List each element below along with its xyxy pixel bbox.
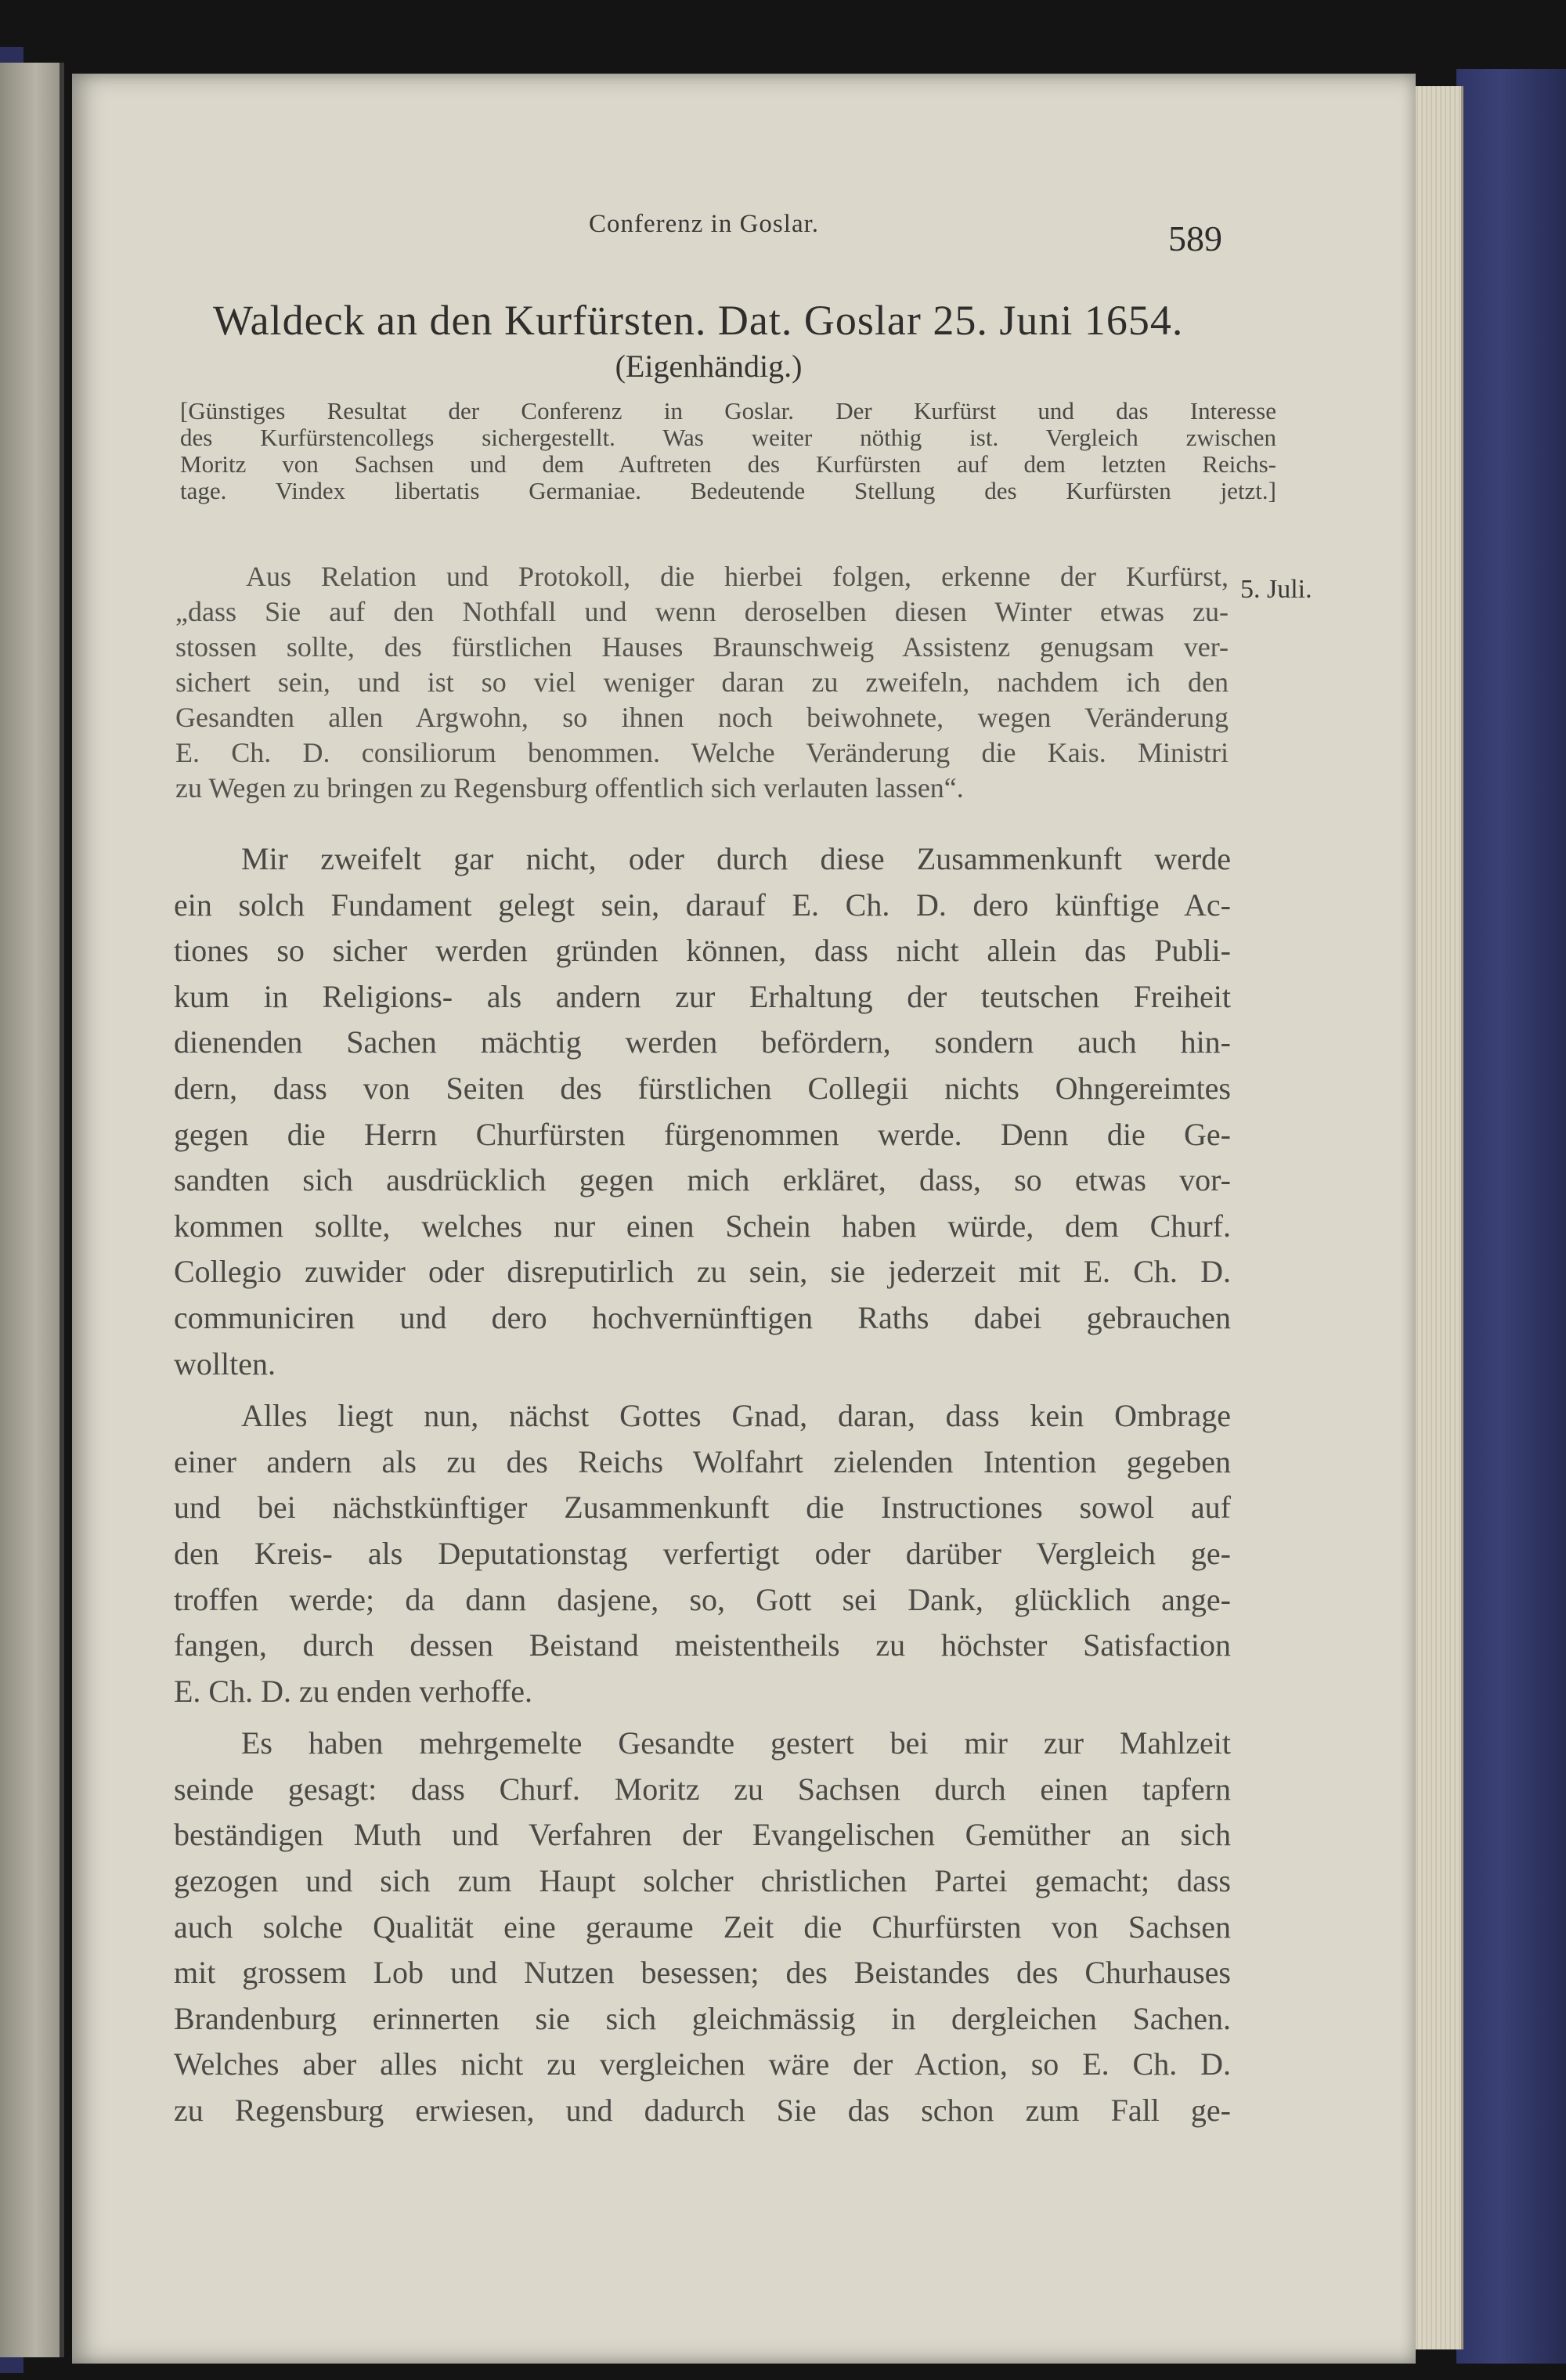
body-line: communiciren und dero hochvernünftigen Raths dabei gebrauchen — [174, 1299, 1231, 1335]
body-line: beständigen Muth und Verfahren der Evangelischen Gemüther an sich — [174, 1817, 1231, 1853]
body-line: gegen die Herrn Churfürsten fürgenommen werde. Denn die Ge- — [174, 1116, 1231, 1152]
body-line: fangen, durch dessen Beistand meistentheils zu höchster Satisfaction — [174, 1627, 1231, 1663]
summary-block — [180, 398, 1276, 504]
body-line: E. Ch. D. zu enden verhoffe. — [174, 1673, 533, 1709]
quote-line: Gesandten allen Argwohn, so ihnen noch beiwohnete, wegen Veränderung — [175, 702, 1229, 733]
body-line: auch solche Qualität eine geraume Zeit die Churfürsten von Sachsen — [174, 1909, 1231, 1945]
quote-line: E. Ch. D. consiliorum benommen. Welche Veränderung die Kais. Ministri — [175, 737, 1229, 768]
summary-line: Moritz von Sachsen und dem Auftreten des Kurfürsten auf dem letzten Reichs- — [180, 450, 1276, 478]
paragraph-2 — [174, 1393, 1231, 1714]
body-line: kum in Religions- als andern zur Erhaltung der teutschen Freiheit — [174, 978, 1231, 1014]
body-line: Alles liegt nun, nächst Gottes Gnad, daran, dass kein Ombrage — [241, 1398, 1231, 1434]
page-edges — [1409, 86, 1463, 2349]
left-page-edge — [0, 63, 64, 2357]
summary-line: [Günstiges Resultat der Conferenz in Goslar. Der Kurfürst und das Interesse — [180, 397, 1276, 424]
body-line: zu Regensburg erwiesen, und dadurch Sie das schon zum Fall ge- — [174, 2093, 1231, 2129]
quote-line: zu Wegen zu bringen zu Regensburg offentlich sich verlauten lassen“. — [175, 772, 964, 804]
body-line: troffen werde; da dann dasjene, so, Gott sei Dank, glücklich ange- — [174, 1581, 1231, 1617]
margin-date: 5. Juli. — [1240, 575, 1312, 604]
body-text — [174, 836, 1231, 2134]
quote-line: „dass Sie auf den Nothfall und wenn deroselben diesen Winter etwas zu- — [175, 596, 1229, 627]
body-line: dern, dass von Seiten des fürstlichen Collegii nichts Ohngereimtes — [174, 1070, 1231, 1106]
summary-line: tage. Vindex libertatis Germaniae. Bedeutende Stellung des Kurfürsten jetzt.] — [180, 477, 1276, 504]
body-line: mit grossem Lob und Nutzen besessen; des Beistandes des Churhauses — [174, 1955, 1231, 1991]
letter-title: Waldeck an den Kurfürsten. Dat. Goslar 25. Juni 1654. — [213, 297, 1184, 344]
body-line: und bei nächstkünftiger Zusammenkunft die Instructiones sowol auf — [174, 1490, 1231, 1526]
paragraph-1 — [174, 836, 1231, 1387]
body-line: gezogen und sich zum Haupt solcher christlichen Partei gemacht; dass — [174, 1863, 1231, 1899]
paragraph-3 — [174, 1721, 1231, 2133]
body-line: den Kreis- als Deputationstag verfertigt oder darüber Vergleich ge- — [174, 1535, 1231, 1571]
body-line: seinde gesagt: dass Churf. Moritz zu Sachsen durch einen tapfern — [174, 1771, 1231, 1807]
body-line: sandten sich ausdrücklich gegen mich erkläret, dass, so etwas vor- — [174, 1162, 1231, 1198]
body-line: kommen sollte, welches nur einen Schein haben würde, dem Churf. — [174, 1208, 1231, 1244]
summary-line: des Kurfürstencollegs sichergestellt. Was weiter nöthig ist. Vergleich zwischen — [180, 424, 1276, 451]
body-line: ein solch Fundament gelegt sein, darauf E. Ch. D. dero künftige Ac- — [174, 887, 1231, 923]
quote-line: stossen sollte, des fürstlichen Hauses Braunschweig Assistenz genugsam ver- — [175, 631, 1229, 663]
body-line: Collegio zuwider oder disreputirlich zu sein, sie jederzeit mit E. Ch. D. — [174, 1254, 1231, 1290]
quote-line: Aus Relation und Protokoll, die hierbei folgen, erkenne der Kurfürst, — [246, 561, 1229, 592]
letter-subtitle: (Eigenhändig.) — [615, 349, 803, 384]
body-line: Es haben mehrgemelte Gesandte gestert bei mir zur Mahlzeit — [241, 1725, 1231, 1761]
body-line: tiones so sicher werden gründen können, dass nicht allein das Publi- — [174, 933, 1231, 969]
body-line: dienenden Sachen mächtig werden befördern, sondern auch hin- — [174, 1024, 1231, 1060]
body-line: Brandenburg erinnerten sie sich gleichmässig in dergleichen Sachen. — [174, 2000, 1231, 2036]
quote-block — [175, 559, 1229, 806]
body-line: Mir zweifelt gar nicht, oder durch diese Zusammenkunft werde — [241, 841, 1231, 876]
body-line: Welches aber alles nicht zu vergleichen wäre der Action, so E. Ch. D. — [174, 2046, 1231, 2082]
quote-line: sichert sein, und ist so viel weniger daran zu zweifeln, nachdem ich den — [175, 666, 1229, 698]
page-number: 589 — [1168, 218, 1222, 258]
running-head: Conferenz in Goslar. — [589, 210, 820, 238]
right-book-cover — [1456, 69, 1566, 2364]
body-line: wollten. — [174, 1345, 276, 1381]
body-line: einer andern als zu des Reichs Wolfahrt zielenden Intention gegeben — [174, 1443, 1231, 1479]
